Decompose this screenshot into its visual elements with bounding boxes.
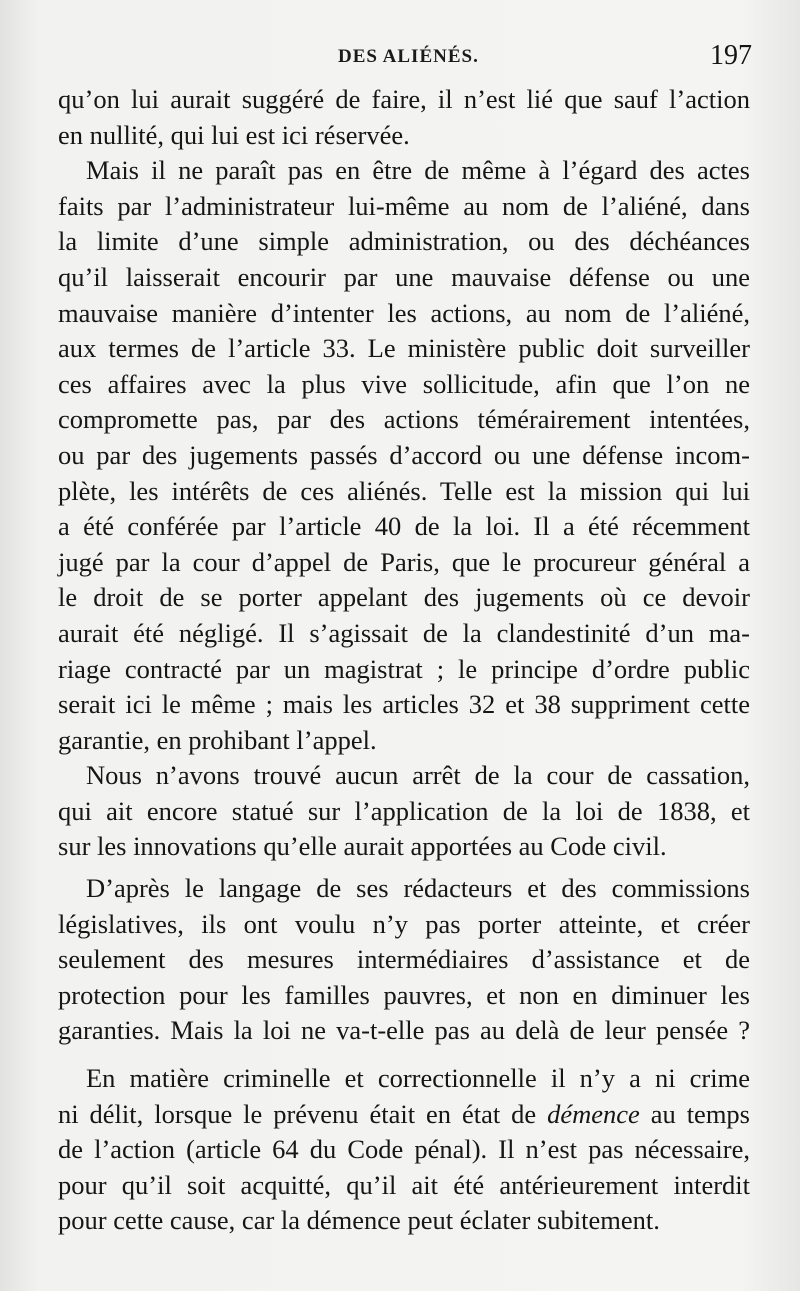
text-line: mauvaise manière d’intenter les actions, au nom de l’aliéné,	[58, 297, 750, 328]
text-line: ni délit, lorsque le prévenu était en état de démence au temps	[58, 1098, 750, 1129]
text-line: Mais il ne paraît pas en être de même à l’égard des actes	[86, 155, 750, 186]
text-line: serait ici le même ; mais les articles 32 et 38 suppriment cette	[58, 689, 750, 720]
text-line: qu’on lui aurait suggéré de faire, il n’est lié que sauf l’action	[58, 84, 750, 114]
text-line: aurait été négligé. Il s’agissait de la clandestinité d’un ma-	[58, 617, 750, 648]
body-text	[58, 82, 750, 1239]
text-line: seulement des mesures intermédiaires d’assistance et de	[58, 944, 750, 975]
text-line: le droit de se porter appelant des jugements où ce devoir	[58, 582, 750, 613]
text-line: de l’action (article 64 du Code pénal). Il n’est pas nécessaire,	[58, 1134, 750, 1165]
italic-term: démence	[547, 1098, 640, 1129]
text-line: riage contracté par un magistrat ; le principe d’ordre public	[58, 653, 750, 684]
text-line: garanties. Mais la loi ne va-t-elle pas au delà de leur pensée ?	[58, 1015, 750, 1046]
text-line: jugé par la cour d’appel de Paris, que le procureur général a	[58, 546, 750, 577]
text-line: en nullité, qui lui est ici réservée.	[58, 119, 410, 150]
text-line: Nous n’avons trouvé aucun arrêt de la cour de cassation,	[86, 760, 750, 791]
text-line: En matière criminelle et correctionnelle il n’y a ni crime	[86, 1063, 750, 1094]
text-line: a été conférée par l’article 40 de la loi. Il a été récemment	[58, 511, 750, 542]
page-number: 197	[710, 40, 752, 71]
text-line: qui ait encore statué sur l’application de la loi de 1838, et	[58, 795, 750, 826]
text-line: ou par des jugements passés d’accord ou une défense incom-	[58, 439, 750, 470]
text-line: législatives, ils ont voulu n’y pas porter atteinte, et créer	[58, 908, 750, 939]
text-line: compromette pas, par des actions témérairement intentées,	[58, 404, 750, 435]
text-line: protection pour les familles pauvres, et non en diminuer les	[58, 979, 750, 1010]
paragraph	[58, 871, 750, 1049]
text-line: la limite d’une simple administration, ou des déchéances	[58, 226, 750, 257]
text-line: D’après le langage de ses rédacteurs et des commissions	[86, 873, 750, 904]
text-line: pour cette cause, car la démence peut éclater subitement.	[58, 1205, 660, 1236]
text-line: pour qu’il soit acquitté, qu’il ait été antérieurement interdit	[58, 1169, 750, 1200]
text-line: ces affaires avec la plus vive sollicitude, afin que l’on ne	[58, 368, 750, 399]
page-header	[60, 40, 750, 80]
paragraph	[58, 1061, 750, 1239]
text-line: plète, les intérêts de ces aliénés. Telle est la mission qui lui	[58, 475, 750, 506]
paragraph	[58, 758, 750, 865]
text-line: sur les innovations qu’elle aurait apportées au Code civil.	[58, 831, 667, 862]
text-line: aux termes de l’article 33. Le ministère public doit surveiller	[58, 333, 750, 364]
paragraph	[58, 82, 750, 153]
text-line: garantie, en prohibant l’appel.	[58, 724, 377, 755]
paragraph	[58, 153, 750, 758]
text-line: qu’il laisserait encourir par une mauvaise défense ou une	[58, 261, 750, 292]
text-line: faits par l’administrateur lui-même au nom de l’aliéné, dans	[58, 190, 750, 221]
running-title: DES ALIÉNÉS.	[338, 46, 479, 67]
